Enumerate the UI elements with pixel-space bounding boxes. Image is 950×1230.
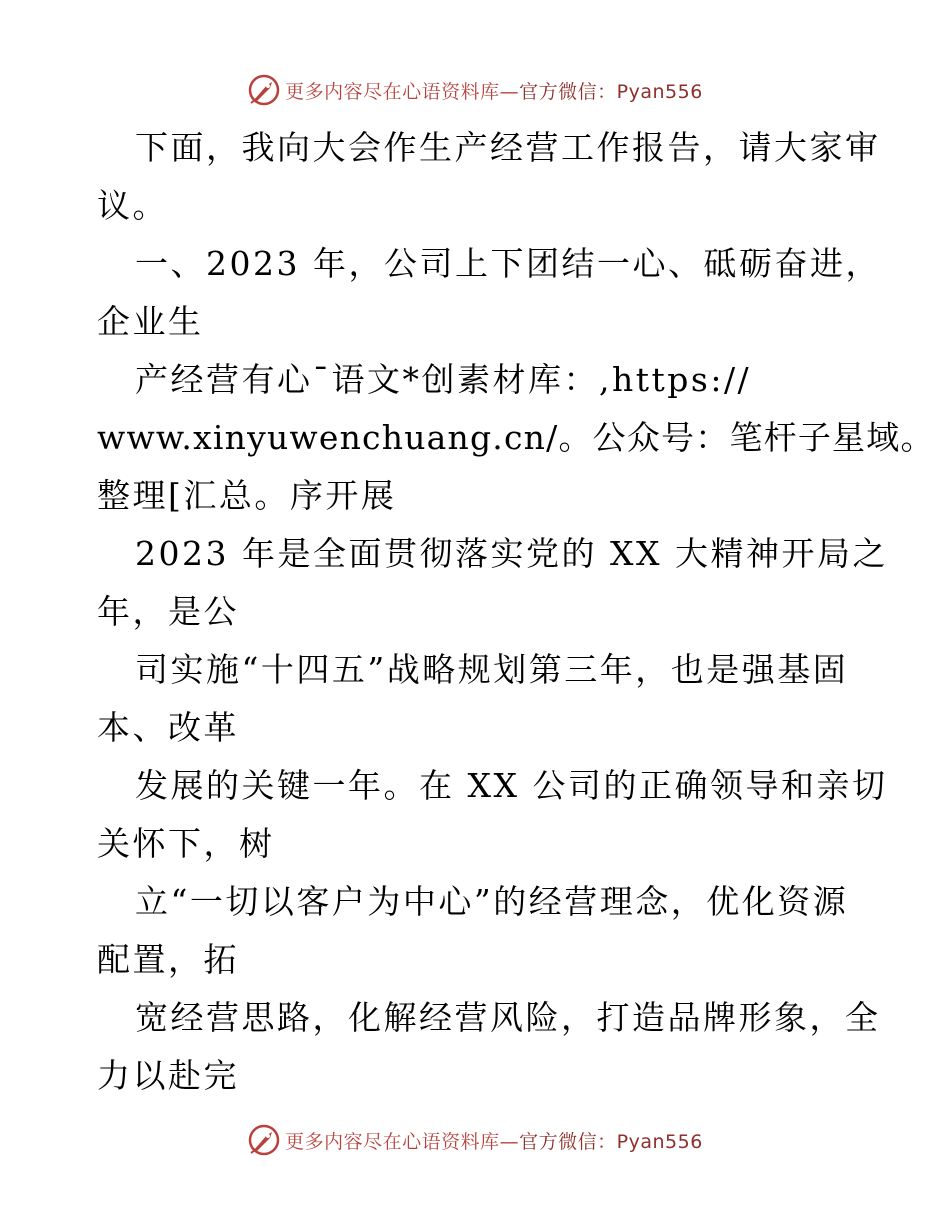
footer-wechat-id: 官方微信：Pyan556 [519, 1130, 703, 1153]
body-line: 配置，拓 [97, 940, 239, 979]
body-line: 司实施“十四五”战略规划第三年，也是强基固 [135, 650, 849, 689]
footer-banner [0, 1120, 950, 1160]
body-line: 关怀下，树 [97, 824, 275, 863]
body-line: 本、改革 [97, 708, 239, 747]
body-line: 发展的关键一年。在 XX 公司的正确领导和亲切 [135, 766, 888, 805]
body-line: 立“一切以客户为中心”的经营理念，优化资源 [135, 882, 849, 921]
body-line: 产经营有心¯语文*创素材库：,https:// [135, 360, 752, 399]
body-line: 整理[汇总。序开展 [97, 476, 397, 515]
body-line: 2023 年是全面贯彻落实党的 XX 大精神开局之 [135, 534, 888, 573]
body-line: 力以赴完 [97, 1056, 239, 1095]
body-line: 下面，我向大会作生产经营工作报告，请大家审 [135, 128, 881, 167]
header-banner-text: 更多内容尽在心语资料库—官方微信：Pyan556 [285, 80, 703, 103]
body-line: 企业生 [97, 302, 204, 341]
body-line: www.xinyuwenchuang.cn/。公众号：笔杆子星域。 [97, 418, 935, 457]
body-line: 年，是公 [97, 592, 239, 631]
body-line: 宽经营思路，化解经营风险，打造品牌形象，全 [135, 998, 881, 1037]
header-wechat-id: 官方微信：Pyan556 [519, 80, 703, 103]
body-line: 议。 [97, 186, 168, 225]
pen-nib-logo-icon [247, 1123, 281, 1157]
footer-banner-text: 更多内容尽在心语资料库—官方微信：Pyan556 [285, 1130, 703, 1153]
body-line: 一、2023 年，公司上下团结一心、砥砺奋进， [135, 244, 881, 283]
